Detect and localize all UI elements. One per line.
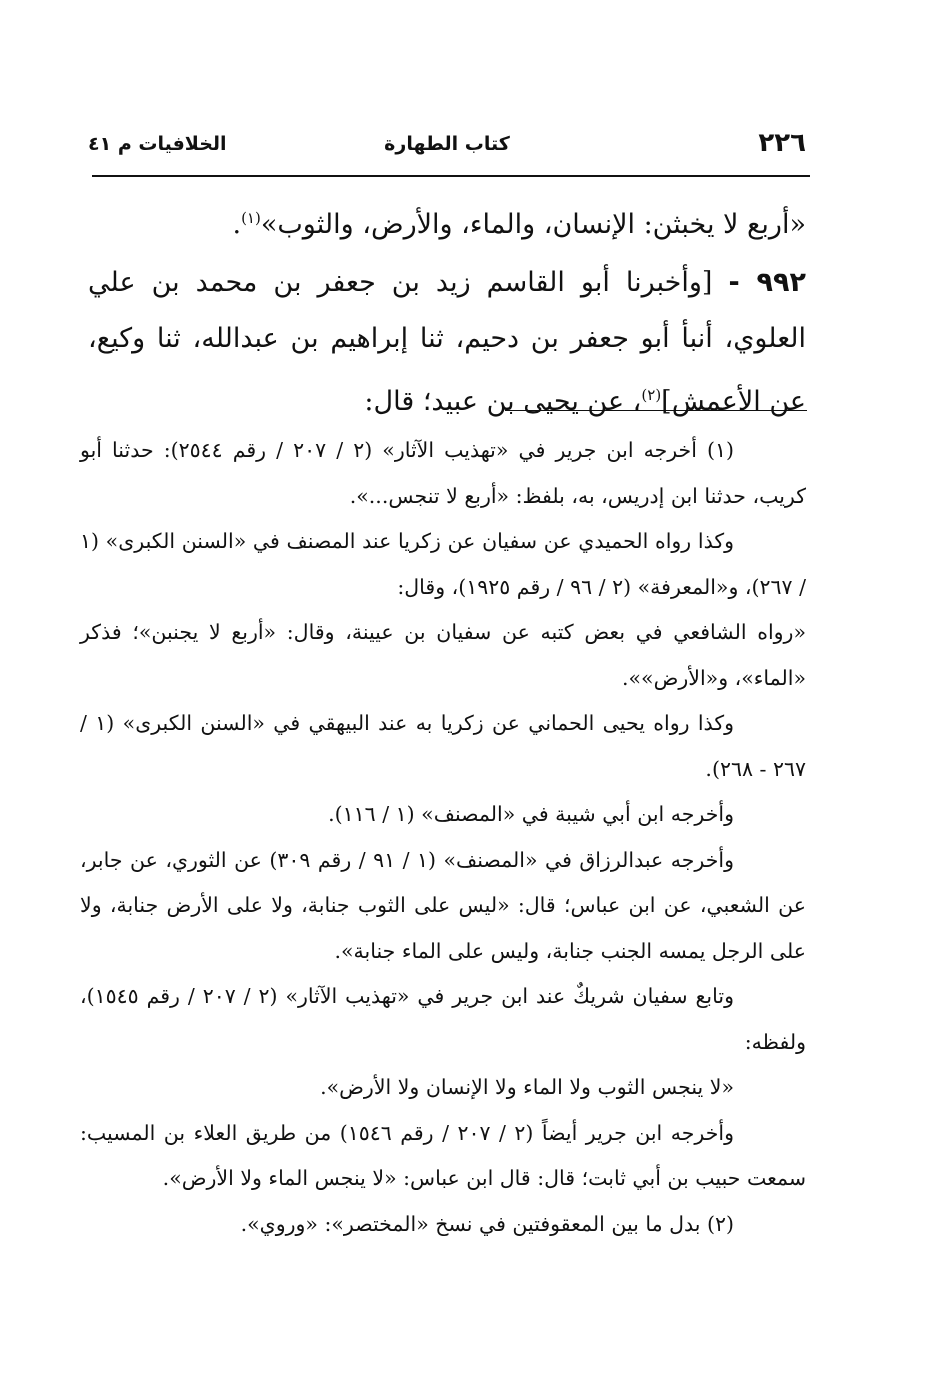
footnote-para: وكذا رواه الحميدي عن سفيان عن زكريا عند المصنف في «السنن الكبرى» (١ / ٢٦٧)، و«المعرفة» (٢ / ٩٦ / رقم ١٩٢٥)، وقال: <box>80 529 806 599</box>
footnote-para: (١) أخرجه ابن جرير في «تهذيب الآثار» (٢ / ٢٠٧ / رقم ٢٥٤٤): حدثنا أبو كريب، حدثنا ابن إدريس، به، بلفظ: «أربع لا تنجس...». <box>80 438 806 508</box>
book-title: كتاب الطهارة <box>384 133 510 155</box>
hadith-number: ٩٩٢ - <box>728 267 806 298</box>
footnote-separator <box>505 410 807 411</box>
isnad-continuation: ، عن يحيى بن عبيد؛ قال: <box>364 386 642 417</box>
main-paragraph-1 <box>88 190 806 253</box>
footnote-para: (٢) بدل ما بين المعقوفتين في نسخ «المختصر»: «وروي». <box>240 1211 734 1236</box>
main-paragraph-2 <box>88 255 806 430</box>
header-rule <box>92 175 810 177</box>
period: . <box>232 209 242 240</box>
footnote-para: وأخرجه ابن جرير أيضاً (٢ / ٢٠٧ / رقم ١٥٤٦) من طريق العلاء بن المسيب: سمعت حبيب بن أبي ثابت؛ قال: قال ابن عباس: «لا ينجس الماء ولا الأرض». <box>80 1120 806 1190</box>
footnotes <box>80 428 806 1247</box>
page-number: ٢٢٦ <box>758 128 806 158</box>
footnote-para: وكذا رواه يحيى الحماني عن زكريا به عند البيهقي في «السنن الكبرى» (١ / ٢٦٧ - ٢٦٨). <box>80 711 806 781</box>
footnote-ref-1: (١) <box>241 209 261 227</box>
section-marker: الخلافيات م ٤١ <box>88 133 227 155</box>
footnote-ref-2: (٢) <box>641 386 662 404</box>
main-text <box>88 190 806 430</box>
footnote-para: وأخرجه ابن أبي شيبة في «المصنف» (١ / ١١٦). <box>328 802 734 826</box>
footnote-para: «لا ينجس الثوب ولا الماء ولا الإنسان ولا الأرض». <box>320 1075 734 1099</box>
quote-text: «أربع لا يخبثن: الإنسان، والماء، والأرض، والثوب» <box>260 209 806 240</box>
isnad-text: [وأخبرنا أبو القاسم زيد بن جعفر بن محمد بن علي العلوي، أنبأ أبو جعفر بن دحيم، ثنا إبراهيم بن عبدالله، ثنا وكيع، عن الأعمش] <box>88 267 806 417</box>
footnote-para: «رواه الشافعي في بعض كتبه عن سفيان بن عيينة، وقال: «أربع لا يجنبن»؛ فذكر «الماء»، و«الأرض»». <box>80 620 806 690</box>
footnote-para: وأخرجه عبدالرزاق في «المصنف» (١ / ٩١ / رقم ٣٠٩) عن الثوري، عن جابر، عن الشعبي، عن ابن عباس؛ قال: «ليس على الثوب جنابة، ولا على الأرض جنابة، ولا على الرجل يمسه الجنب جنابة، وليس على الماء جنابة». <box>80 847 806 963</box>
footnote-para: وتابع سفيان شريكٌ عند ابن جرير في «تهذيب الآثار» (٢ / ٢٠٧ / رقم ١٥٤٥)، ولفظه: <box>80 984 806 1054</box>
page-header <box>88 128 806 168</box>
